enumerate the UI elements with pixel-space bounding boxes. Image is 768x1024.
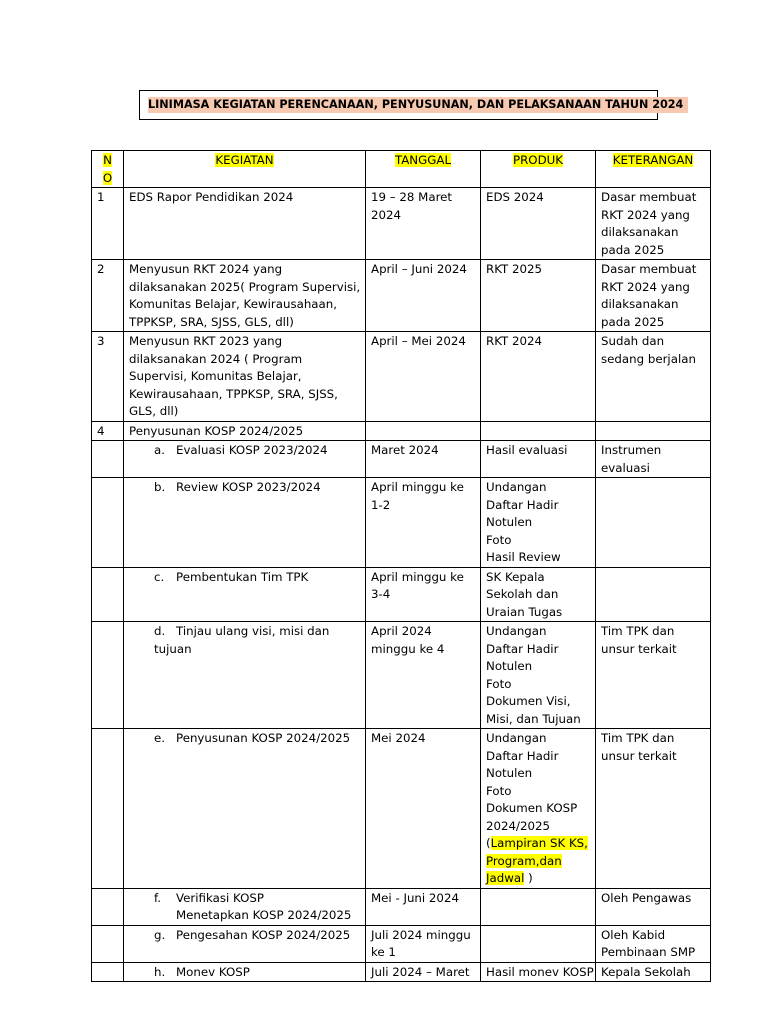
sub-row (92, 441, 711, 478)
row-tanggal: Mei 2024 (366, 729, 481, 889)
header-produk: PRODUK (481, 151, 596, 188)
sub-letter: a. (154, 443, 165, 457)
sub-row (92, 962, 711, 982)
sub-letter: h. (154, 964, 166, 979)
row-kegiatan: c. Pembentukan Tim TPK (124, 567, 366, 622)
row-tanggal: Juli 2024 – Maret (366, 962, 481, 982)
sub-row (92, 567, 711, 622)
row-tanggal: Maret 2024 (366, 441, 481, 478)
sub-row (92, 478, 711, 568)
row-keterangan: Dasar membuat RKT 2024 yang dilaksanakan pada 2025 (596, 260, 711, 332)
row-no (92, 925, 124, 962)
row-tanggal (366, 421, 481, 441)
row-produk (481, 925, 596, 962)
row-tanggal: April minggu ke 3-4 (366, 567, 481, 622)
row-no (92, 441, 124, 478)
row-kegiatan: e. Penyusunan KOSP 2024/2025 (124, 729, 366, 889)
table-row (92, 188, 711, 260)
row-produk (481, 421, 596, 441)
row-no (92, 962, 124, 982)
row-kegiatan: Menyusun RKT 2023 yang dilaksanakan 2024 ( Program Supervisi, Komunitas Belajar, Kewirausahaan, TPPKSP, SRA, SJSS, GLS, dll) (124, 332, 366, 422)
row-kegiatan: EDS Rapor Pendidikan 2024 (124, 188, 366, 260)
row-tanggal: Juli 2024 minggu ke 1 (366, 925, 481, 962)
timeline-table (91, 150, 711, 982)
table-row (92, 260, 711, 332)
row-produk: Undangan Daftar Hadir Notulen Foto Dokumen KOSP 2024/2025 (Lampiran SK KS, Program,dan Jadwal ) (481, 729, 596, 889)
row-produk: RKT 2025 (481, 260, 596, 332)
sub-letter: f. (154, 890, 162, 905)
row-produk: SK Kepala Sekolah dan Uraian Tugas (481, 567, 596, 622)
row-produk: Hasil evaluasi (481, 441, 596, 478)
row-keterangan: Oleh Pengawas (596, 888, 711, 925)
header-tanggal: TANGGAL (366, 151, 481, 188)
row-no: 2 (92, 260, 124, 332)
row-tanggal: April – Juni 2024 (366, 260, 481, 332)
sub-letter: g. (154, 927, 166, 942)
row-tanggal: 19 – 28 Maret 2024 (366, 188, 481, 260)
row-kegiatan: g. Pengesahan KOSP 2024/2025 (124, 925, 366, 962)
row-keterangan (596, 567, 711, 622)
row-keterangan: Tim TPK dan unsur terkait (596, 622, 711, 729)
header-row (92, 151, 711, 188)
row-no: 1 (92, 188, 124, 260)
row-kegiatan: a. Evaluasi KOSP 2023/2024 (124, 441, 366, 478)
row-kegiatan: f. Verifikasi KOSP Menetapkan KOSP 2024/2025 (124, 888, 366, 925)
table-row (92, 421, 711, 441)
header-keterangan: KETERANGAN (596, 151, 711, 188)
sub-letter: b. (154, 480, 166, 494)
header-kegiatan: KEGIATAN (124, 151, 366, 188)
row-tanggal: Mei - Juni 2024 (366, 888, 481, 925)
row-kegiatan: b. Review KOSP 2023/2024 (124, 478, 366, 568)
sub-letter: e. (154, 731, 166, 745)
row-no: 3 (92, 332, 124, 422)
sub-row (92, 888, 711, 925)
row-no (92, 478, 124, 568)
table-row (92, 332, 711, 422)
title-box (139, 90, 684, 120)
row-no (92, 729, 124, 889)
row-keterangan: Oleh Kabid Pembinaan SMP (596, 925, 711, 962)
row-produk: RKT 2024 (481, 332, 596, 422)
row-keterangan: Sudah dan sedang berjalan (596, 332, 711, 422)
row-no (92, 622, 124, 729)
row-keterangan: Instrumen evaluasi (596, 441, 711, 478)
row-keterangan: Tim TPK dan unsur terkait (596, 729, 711, 889)
row-keterangan: Dasar membuat RKT 2024 yang dilaksanakan pada 2025 (596, 188, 711, 260)
row-produk: Undangan Daftar Hadir Notulen Foto Hasil Review (481, 478, 596, 568)
sub-row (92, 622, 711, 729)
row-tanggal: April minggu ke 1-2 (366, 478, 481, 568)
sub-letter: c. (154, 569, 165, 584)
row-keterangan: Kepala Sekolah (596, 962, 711, 982)
row-produk: Hasil monev KOSP (481, 962, 596, 982)
header-no: N O (92, 151, 124, 188)
sub-row (92, 729, 711, 889)
sub-letter: d. (154, 624, 166, 638)
row-tanggal: April – Mei 2024 (366, 332, 481, 422)
row-produk: Undangan Daftar Hadir Notulen Foto Dokumen Visi, Misi, dan Tujuan (481, 622, 596, 729)
highlighted-note: Lampiran SK KS, Program,dan Jadwal (486, 836, 588, 885)
row-no (92, 567, 124, 622)
document-title: LINIMASA KEGIATAN PERENCANAAN, PENYUSUNAN, DAN PELAKSANAAN TAHUN 2024 (148, 97, 688, 113)
row-kegiatan: d. Tinjau ulang visi, misi dan tujuan (124, 622, 366, 729)
row-kegiatan: Menyusun RKT 2024 yang dilaksanakan 2025( Program Supervisi, Komunitas Belajar, Kewirausahaan, TPPKSP, SRA, SJSS, GLS, dll) (124, 260, 366, 332)
row-no (92, 888, 124, 925)
row-no: 4 (92, 421, 124, 441)
row-kegiatan: Penyusunan KOSP 2024/2025 (124, 421, 366, 441)
row-produk: EDS 2024 (481, 188, 596, 260)
row-tanggal: April 2024 minggu ke 4 (366, 622, 481, 729)
row-keterangan (596, 421, 711, 441)
row-produk (481, 888, 596, 925)
row-kegiatan: h. Monev KOSP (124, 962, 366, 982)
sub-row (92, 925, 711, 962)
row-keterangan (596, 478, 711, 568)
